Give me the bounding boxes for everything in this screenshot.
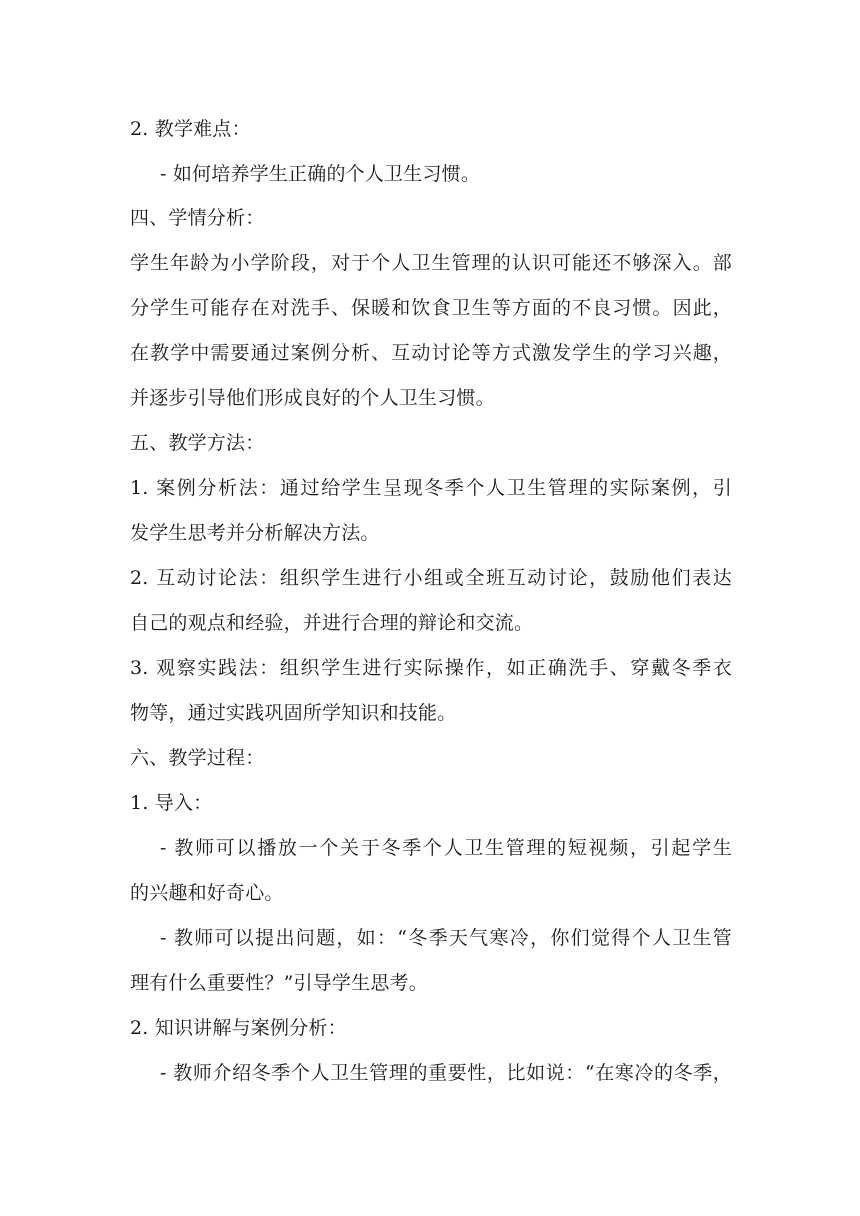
- list-item-line: 3. 观察实践法：组织学生进行实际操作，如正确洗手、穿戴冬季衣: [130, 657, 732, 679]
- subheading-introduction: 1. 导入：: [130, 792, 213, 814]
- list-item-line: 物等，通过实践巩固所学知识和技能。: [130, 702, 457, 724]
- bullet-line: - 教师可以提出问题，如：“冬季天气寒冷，你们觉得个人卫生管: [160, 927, 732, 949]
- subheading-knowledge-explanation: 2. 知识讲解与案例分析：: [130, 1017, 347, 1039]
- paragraph-line: 学生年龄为小学阶段，对于个人卫生管理的认识可能还不够深入。部: [130, 252, 732, 274]
- paragraph-line: 分学生可能存在对洗手、保暖和饮食卫生等方面的不良习惯。因此，: [130, 297, 732, 319]
- subheading-teaching-difficulty: 2. 教学难点：: [130, 118, 251, 140]
- list-item-line: 自己的观点和经验，并进行合理的辩论和交流。: [130, 612, 534, 634]
- section-heading-teaching-methods: 五、教学方法：: [130, 432, 265, 454]
- bullet-continuation-line: 理有什么重要性？”引导学生思考。: [130, 972, 428, 994]
- list-item-line: 1. 案例分析法：通过给学生呈现冬季个人卫生管理的实际案例，引: [130, 477, 732, 499]
- list-item-line: 发学生思考并分析解决方法。: [130, 522, 380, 544]
- section-heading-teaching-process: 六、教学过程：: [130, 747, 265, 769]
- bullet-continuation-line: 的兴趣和好奇心。: [130, 882, 284, 904]
- paragraph-line: 并逐步引导他们形成良好的个人卫生习惯。: [130, 387, 495, 409]
- list-item-line: 2. 互动讨论法：组织学生进行小组或全班互动讨论，鼓励他们表达: [130, 567, 732, 589]
- bullet-line: - 教师介绍冬季个人卫生管理的重要性，比如说：“在寒冷的冬季，: [160, 1062, 732, 1084]
- bullet-line: - 如何培养学生正确的个人卫生习惯。: [160, 163, 481, 185]
- paragraph-line: 在教学中需要通过案例分析、互动讨论等方式激发学生的学习兴趣，: [130, 342, 732, 364]
- bullet-line: - 教师可以播放一个关于冬季个人卫生管理的短视频，引起学生: [160, 837, 732, 859]
- section-heading-student-analysis: 四、学情分析：: [130, 207, 265, 229]
